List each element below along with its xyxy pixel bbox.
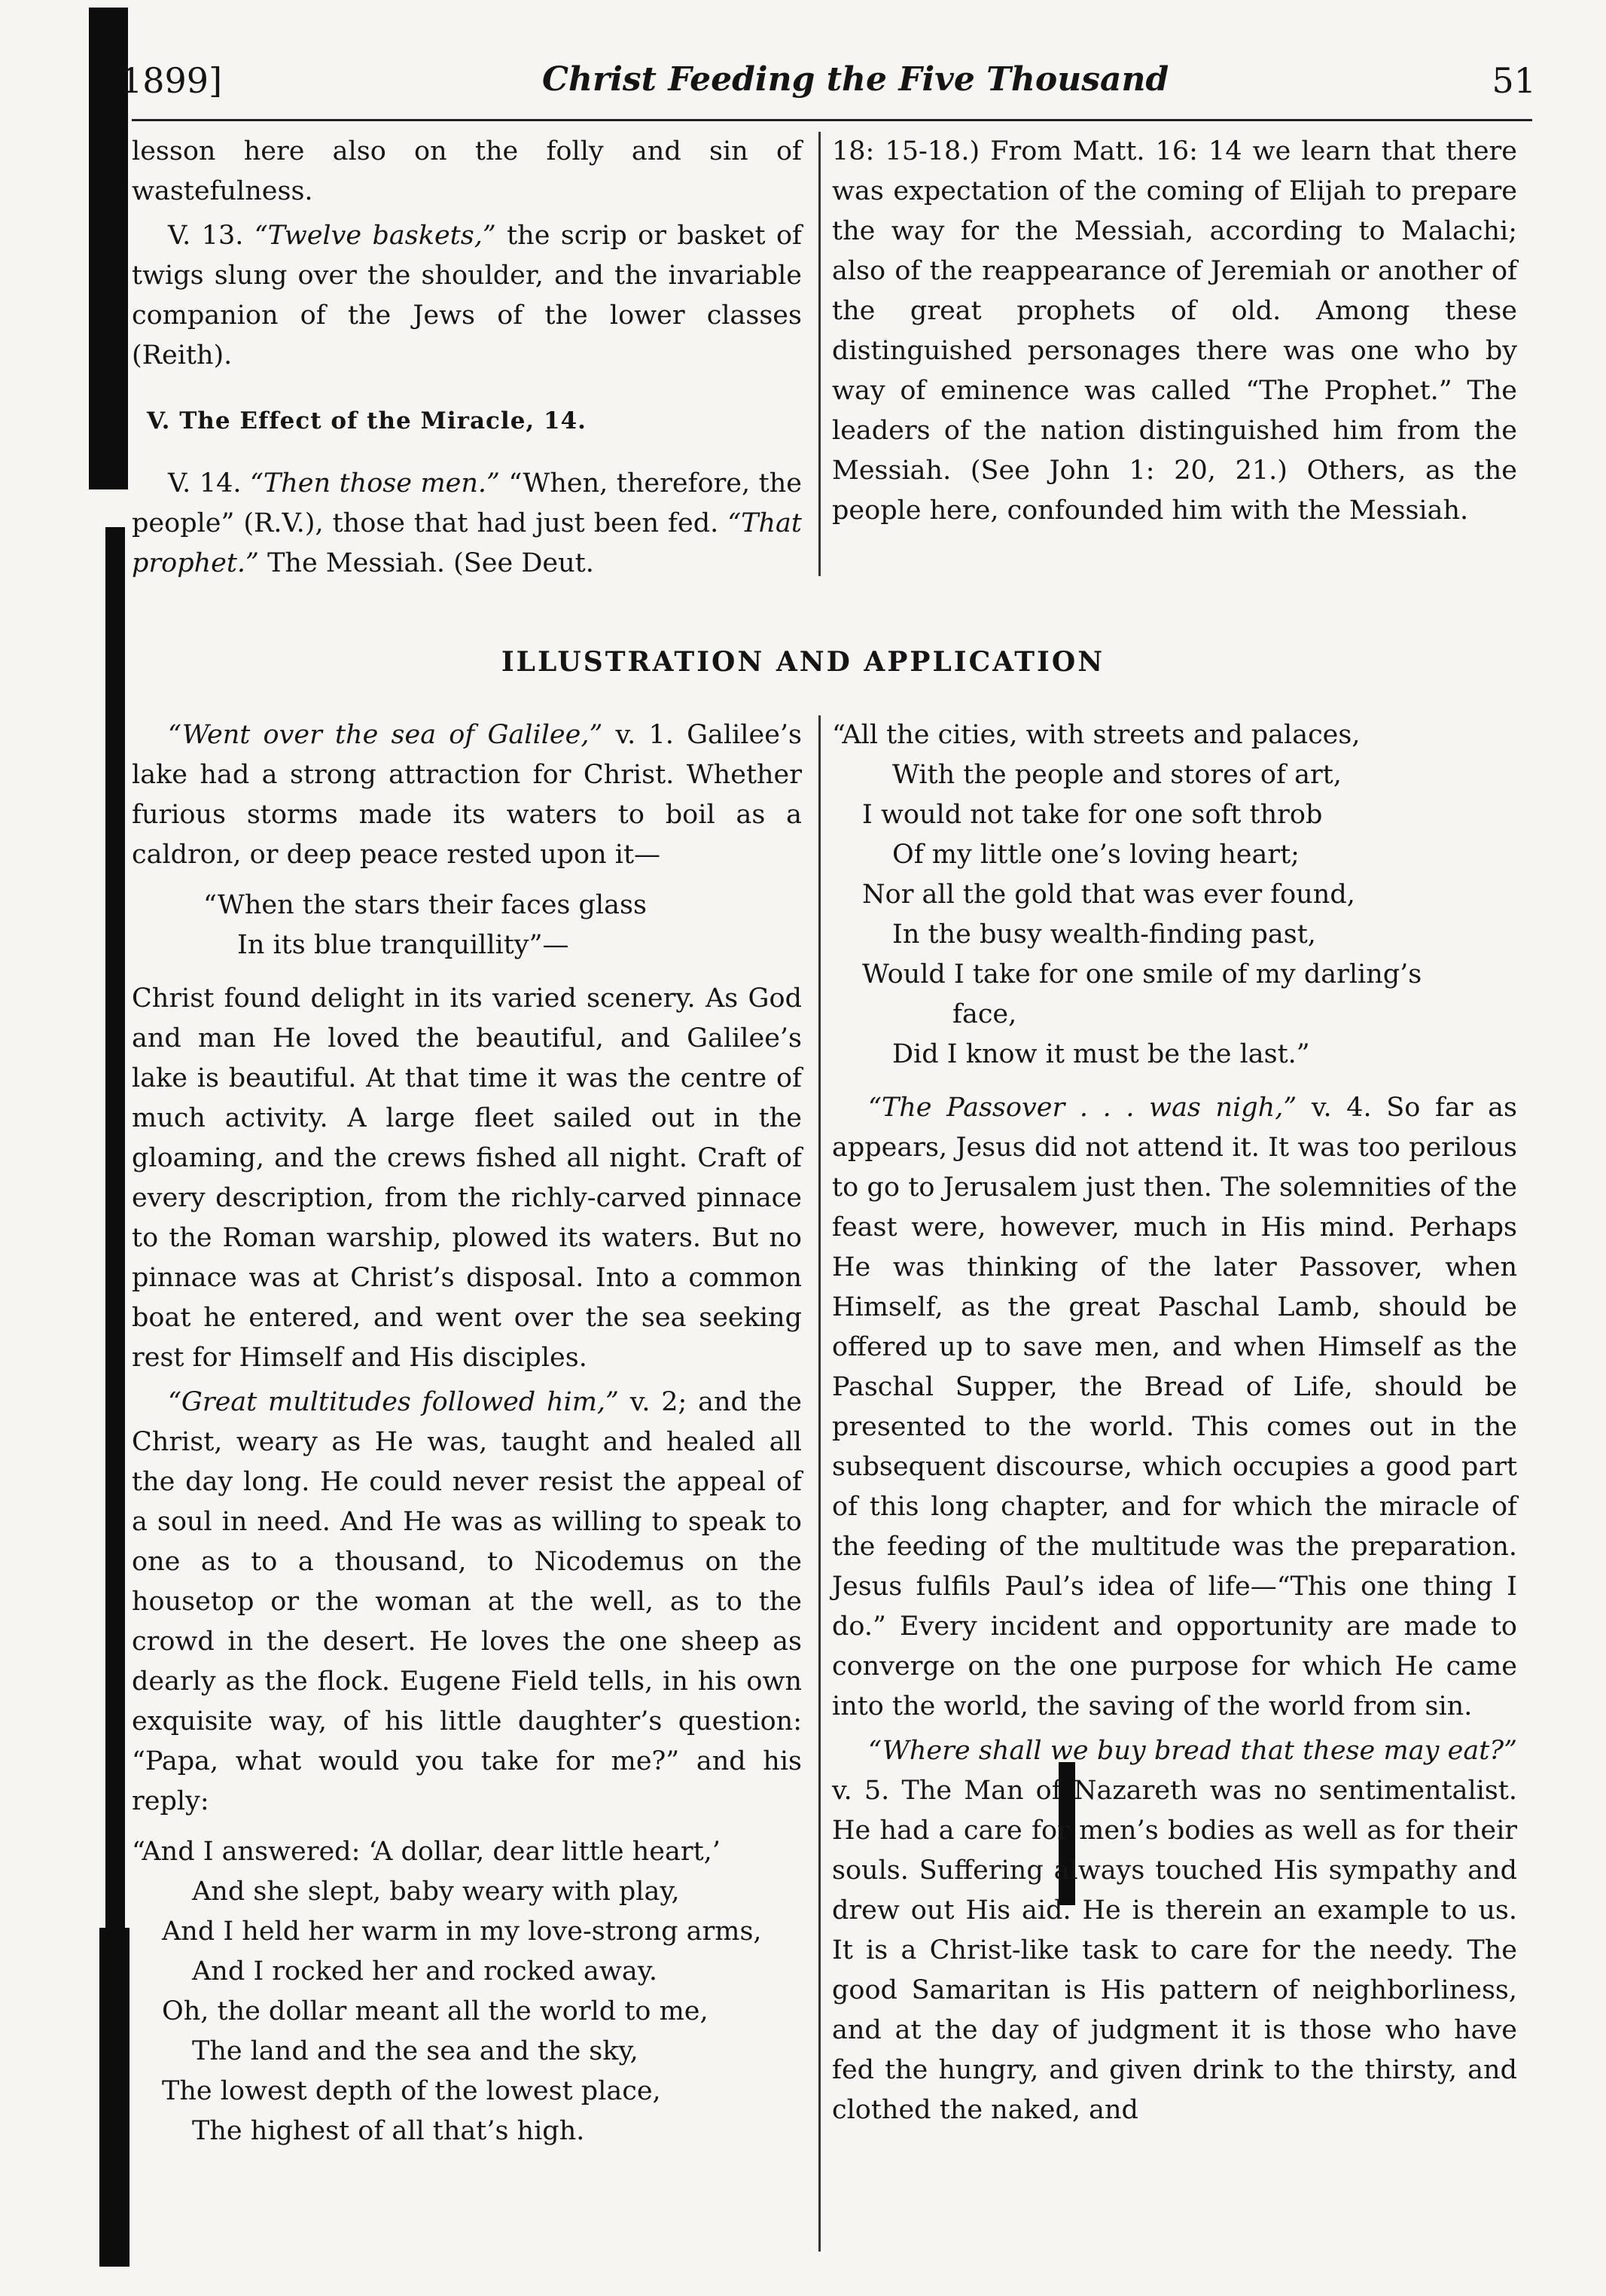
page-number: 51 bbox=[1492, 60, 1536, 101]
paragraph-text: v. 2; and the Christ, weary as He was, taught and healed all the day long. He could never resist the appeal of a soul in need. And He was as willing to speak to one as to a thousand, to Nicodemus on the housetop or the woman at the well, as to the crowd in the desert. He loves the one sheep as dearly as the flock. Eugene Field tells, in his own exquisite way, of his little daughter’s question: “Papa, what would you take for me?” and his reply: bbox=[132, 1387, 802, 1816]
poem-line: I would not take for one soft throb bbox=[862, 800, 1323, 830]
poem-line: Of my little one’s loving heart; bbox=[892, 840, 1300, 870]
running-header bbox=[120, 60, 1536, 120]
paragraph bbox=[132, 216, 802, 376]
top-left-column bbox=[132, 132, 802, 588]
paragraph bbox=[132, 464, 802, 584]
poem-line: Would I take for one smile of my darling’s bbox=[862, 959, 1422, 989]
quote: “Went over the sea of Galilee,” bbox=[168, 720, 603, 750]
quote: “Then those men.” bbox=[250, 468, 500, 499]
paragraph: 18: 15-18.) From Matt. 16: 14 we learn that there was expectation of the coming of Elijah to prepare the way for the Messiah, according to Malachi; also of the reappearance of Jeremiah or another of the great prophets of old. Among these distinguished personages there was one who by way of eminence was called “The Prophet.” The leaders of the nation distinguished him from the Messiah. (See John 1: 20, 21.) Others, as the people here, confounded him with the Messiah. bbox=[832, 136, 1517, 526]
poem-line: face, bbox=[952, 999, 1017, 1029]
poem-line: The highest of all that’s high. bbox=[192, 2116, 585, 2146]
paragraph-text: The Messiah. (See Deut. bbox=[258, 548, 594, 578]
poem-line: The land and the sea and the sky, bbox=[192, 2036, 638, 2066]
poem-line: “And I answered: ‘A dollar, dear little heart,’ bbox=[132, 1837, 721, 1867]
paragraph-text: v. 1. Galilee’s lake had a strong attraction for Christ. Whether furious storms made its waters to boil as a caldron, or deep peace rested upon it— bbox=[132, 720, 803, 870]
poem-line: With the people and stores of art, bbox=[892, 760, 1342, 790]
paragraph-text: v. 4. So far as appears, Jesus did not attend it. It was too perilous to go to Jerusalem just then. The solemnities of the feast were, however, much in His mind. Perhaps He was thinking of the later Passover, when Himself, as the great Paschal Lamb, should be offered up to save men, and when Himself as the Paschal Supper, the Bread of Life, should be presented to the world. This comes out in the subsequent discourse, which occupies a good part of this long chapter, and for which the miracle of the feeding of the multitude was the preparation. Jesus fulfils Paul’s idea of life—“This one thing I do.” Every incident and opportunity are made to converge on the one purpose for which He came into the world, the saving of the world from sin. bbox=[832, 1093, 1517, 1721]
header-year: 1899] bbox=[120, 60, 223, 101]
paragraph-text: v. 5. The Man of Nazareth was no sentimentalist. He had a care for men’s bodies as well as for their souls. Suffering always touched His sympathy and drew out His aid. He is therein an example to us. It is a Christ-like task to care for the needy. The good Samaritan is His pattern of neighborliness, and at the day of judgment it is those who have fed the hungry, and given drink to the thirsty, and clothed the naked, and bbox=[832, 1776, 1517, 2125]
section-title: ILLUSTRATION AND APPLICATION bbox=[501, 646, 1105, 678]
quote: “Great multitudes followed him,” bbox=[168, 1387, 619, 1417]
quote: “The Passover . . . was nigh,” bbox=[868, 1093, 1297, 1123]
poem-line: “All the cities, with streets and palaces, bbox=[832, 720, 1361, 750]
verse-block bbox=[132, 886, 802, 965]
paragraph bbox=[832, 1731, 1517, 2130]
paragraph-text: “When, therefore, the people” (R.V.), those that had just been fed. bbox=[132, 468, 802, 538]
poem-line: And she slept, baby weary with play, bbox=[192, 1877, 680, 1907]
poem-line: And I held her warm in my love-strong arms, bbox=[162, 1916, 762, 1947]
quote: “Twelve baskets,” bbox=[254, 221, 496, 251]
paragraph: lesson here also on the folly and sin of wastefulness. bbox=[132, 136, 802, 206]
column-divider-top bbox=[818, 132, 821, 576]
scan-edge-bottom bbox=[99, 1928, 130, 2267]
paragraph-text: the scrip or basket of twigs slung over the shoulder, and the invariable companion of the Jews of the lower classes (Reith). bbox=[132, 221, 802, 370]
poem-line: Nor all the gold that was ever found, bbox=[862, 880, 1355, 910]
bottom-left-column bbox=[132, 715, 802, 2165]
scan-edge-middle bbox=[105, 527, 125, 2169]
verse-ref: V. 13. bbox=[168, 221, 244, 251]
paragraph: Christ found delight in its varied scenery. As God and man He loved the beautiful, and Galilee’s lake is beautiful. At that time it was the centre of much activity. A large fleet sailed out in the gloaming, and the crews fished all night. Craft of every description, from the richly-carved pinnace to the Roman warship, plowed its waters. But no pinnace was at Christ’s disposal. Into a common boat he entered, and went over the sea seeking rest for Himself and His disciples. bbox=[132, 983, 802, 1373]
paragraph bbox=[132, 1383, 802, 1822]
poem-line: And I rocked her and rocked away. bbox=[192, 1956, 658, 1987]
verse-line: “When the stars their faces glass bbox=[203, 890, 647, 920]
paragraph bbox=[132, 715, 802, 875]
header-title: Christ Feeding the Five Thousand bbox=[542, 60, 1169, 99]
verse-ref: V. 14. bbox=[168, 468, 242, 499]
subheading: V. The Effect of the Miracle, 14. bbox=[147, 407, 587, 435]
quote: “That prophet.” bbox=[132, 508, 802, 578]
header-rule bbox=[132, 119, 1532, 121]
paragraph bbox=[832, 1088, 1517, 1727]
bottom-right-column bbox=[832, 715, 1517, 2135]
poem-block bbox=[132, 1832, 802, 2151]
poem-line: Did I know it must be the last.” bbox=[892, 1039, 1310, 1069]
poem-line: The lowest depth of the lowest place, bbox=[162, 2076, 661, 2106]
poem-block bbox=[832, 715, 1517, 1075]
poem-line: Oh, the dollar meant all the world to me, bbox=[162, 1996, 709, 2026]
quote: “Where shall we buy bread that these may eat?” bbox=[868, 1736, 1517, 1766]
poem-line: In the busy wealth-finding past, bbox=[892, 919, 1316, 950]
verse-line: In its blue tranquillity”— bbox=[237, 930, 569, 960]
top-right-column bbox=[832, 132, 1517, 535]
column-divider-bottom bbox=[818, 715, 821, 2252]
